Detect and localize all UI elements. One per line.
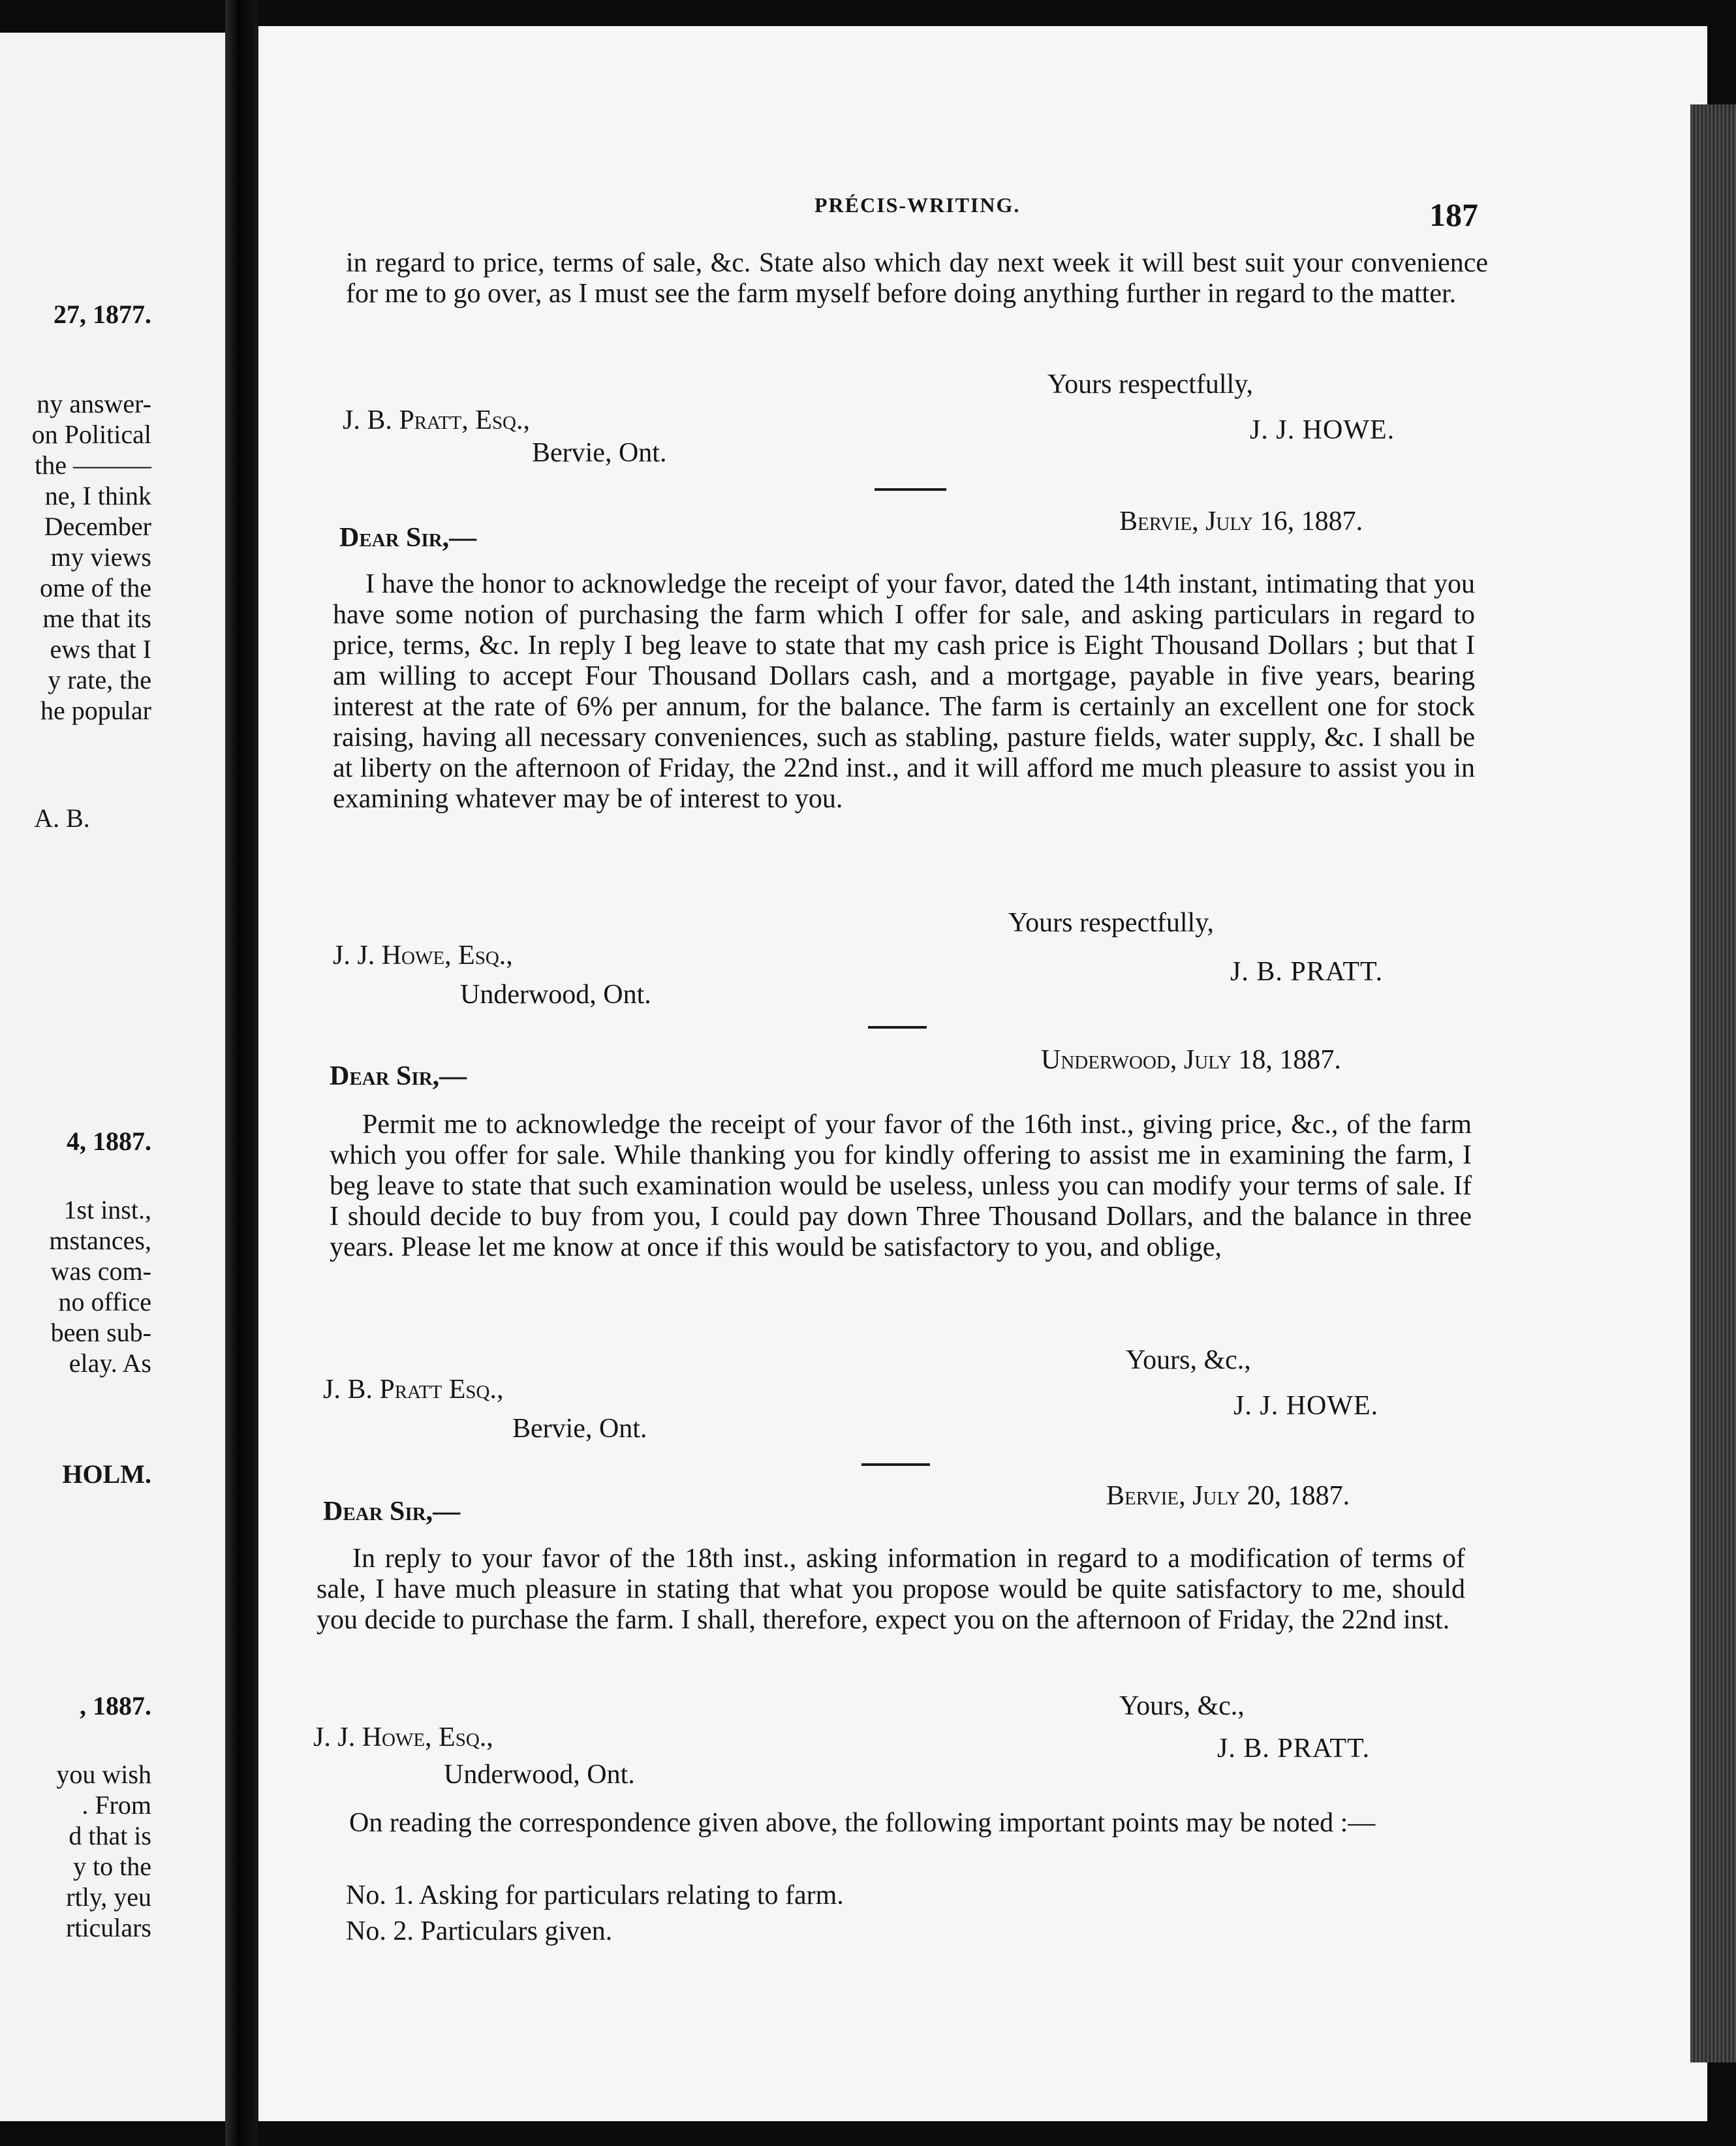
letter2-addressee: J. J. Howe, Esq., — [333, 941, 513, 971]
page-number: 187 — [1429, 196, 1478, 233]
letter2-signature: J. B. PRATT. — [1230, 957, 1384, 987]
summary-point: No. 2. Particulars given. — [346, 1916, 613, 1946]
left-fragment: . From — [82, 1790, 151, 1820]
letter3-dateline: Underwood, July 18, 1887. — [1041, 1045, 1341, 1075]
letter4-salutation: Dear Sir,— — [323, 1497, 461, 1527]
left-fragment: 1st inst., — [63, 1195, 151, 1224]
left-fragment: me that its — [42, 604, 151, 633]
separator-rule — [868, 1026, 927, 1029]
summary-point: No. 1. Asking for particulars relating to farm. — [346, 1880, 844, 1910]
left-page — [0, 33, 225, 2121]
letter2-salutation: Dear Sir,— — [339, 523, 477, 553]
letter4-body: In reply to your favor of the 18th inst., asking information in regard to a modification of terms of sale, I have much pleasure in stating that what you propose would be quite satisfactory to me, should you decide to purchase the farm. I shall, therefore, expect you on the afternoon of Friday, the 22nd inst. — [317, 1544, 1465, 1635]
letter2-address-place: Underwood, Ont. — [460, 980, 651, 1010]
letter4-signature: J. B. PRATT. — [1217, 1734, 1371, 1764]
letter1-signature: J. J. HOWE. — [1250, 415, 1395, 445]
left-fragment: d that is — [69, 1821, 151, 1850]
page-edges — [1690, 104, 1736, 2062]
letter3-addressee: J. B. Pratt Esq., — [323, 1375, 504, 1405]
letter1-body: in regard to price, terms of sale, &c. State also which day next week it will best suit your convenience for me to go over, as I must see the farm myself before doing anything further in regard to the matter. — [346, 248, 1488, 309]
left-fragment: was com- — [50, 1256, 151, 1286]
left-fragment: no office — [58, 1287, 151, 1316]
left-fragment: December — [44, 512, 151, 541]
left-fragment: rtly, yeu — [66, 1882, 151, 1912]
letter4-address-place: Underwood, Ont. — [444, 1760, 635, 1790]
left-fragment: on Political — [31, 420, 151, 449]
left-fragment: ome of the — [39, 573, 151, 602]
left-fragment: rticulars — [65, 1913, 151, 1942]
letter2-body: I have the honor to acknowledge the receipt of your favor, dated the 14th instant, intimating that you have some notion of purchasing the farm which I offer for sale, and asking particulars in regard to price, terms, &c. In reply I beg leave to state that my cash price is Eight Thousand Dollars ; but that I am willing to accept Four Thousand Dollars cash, and a mortgage, payable in five years, bearing interest at the rate of 6% per annum, for the balance. The farm is certainly an excellent one for stock raising, having all necessary conveniences, such as stabling, pasture fields, water supply, &c. I shall be at liberty on the afternoon of Friday, the 22nd inst., and it will afford me much pleasure to assist you in examining whatever may be of interest to you. — [333, 569, 1475, 814]
left-fragment: ews that I — [50, 634, 151, 664]
left-fragment: ne, I think — [44, 481, 151, 510]
left-fragment: y to the — [73, 1852, 151, 1881]
left-fragment: ny answer- — [37, 389, 151, 418]
left-fragment: HOLM. — [62, 1459, 151, 1489]
left-fragment: y rate, the — [48, 665, 151, 694]
letter1-addressee: J. B. Pratt, Esq., — [343, 405, 530, 435]
right-page — [255, 26, 1707, 2121]
left-fragment: you wish — [56, 1760, 151, 1789]
book-gutter — [225, 0, 258, 2146]
separator-rule — [861, 1463, 930, 1466]
letter3-salutation: Dear Sir,— — [330, 1061, 467, 1091]
letter1-address-place: Bervie, Ont. — [532, 438, 667, 468]
letter3-body: Permit me to acknowledge the receipt of your favor of the 16th inst., giving price, &c., of the farm which you offer for sale. While thanking you for kindly offering to assist me in examining the farm, I beg leave to state that such examination would be useless, unless you can modify your terms of sale. If I should decide to buy from you, I could pay down Three Thousand Dollars, and the balance in three years. Please let me know at once if this would be satisfactory to you, and oblige, — [330, 1110, 1472, 1262]
letter2-closing: Yours respectfully, — [1008, 908, 1214, 938]
left-fragment: been sub- — [50, 1318, 151, 1347]
left-fragment: , 1887. — [80, 1691, 151, 1720]
running-header: PRÉCIS-WRITING. — [814, 193, 1021, 217]
separator-rule — [875, 488, 946, 491]
left-fragment: my views — [50, 542, 151, 572]
letter4-dateline: Bervie, July 20, 1887. — [1106, 1481, 1350, 1511]
letter3-signature: J. J. HOWE. — [1233, 1391, 1379, 1421]
letter4-addressee: J. J. Howe, Esq., — [313, 1722, 493, 1752]
summary-intro: On reading the correspondence given above, the following important points may be noted :— — [349, 1808, 1376, 1838]
left-fragment: the ——— — [35, 450, 151, 480]
letter3-closing: Yours, &c., — [1126, 1345, 1251, 1375]
left-fragment: A. B. — [34, 803, 90, 833]
left-fragment: mstances, — [49, 1226, 151, 1255]
left-fragment: 27, 1877. — [54, 300, 151, 329]
letter3-address-place: Bervie, Ont. — [512, 1414, 647, 1444]
left-fragment: elay. As — [69, 1348, 151, 1378]
letter2-dateline: Bervie, July 16, 1887. — [1119, 506, 1363, 536]
left-fragment: 4, 1887. — [67, 1127, 151, 1156]
letter1-closing: Yours respectfully, — [1047, 369, 1253, 399]
left-fragment: he popular — [40, 696, 151, 725]
letter4-closing: Yours, &c., — [1119, 1691, 1245, 1721]
